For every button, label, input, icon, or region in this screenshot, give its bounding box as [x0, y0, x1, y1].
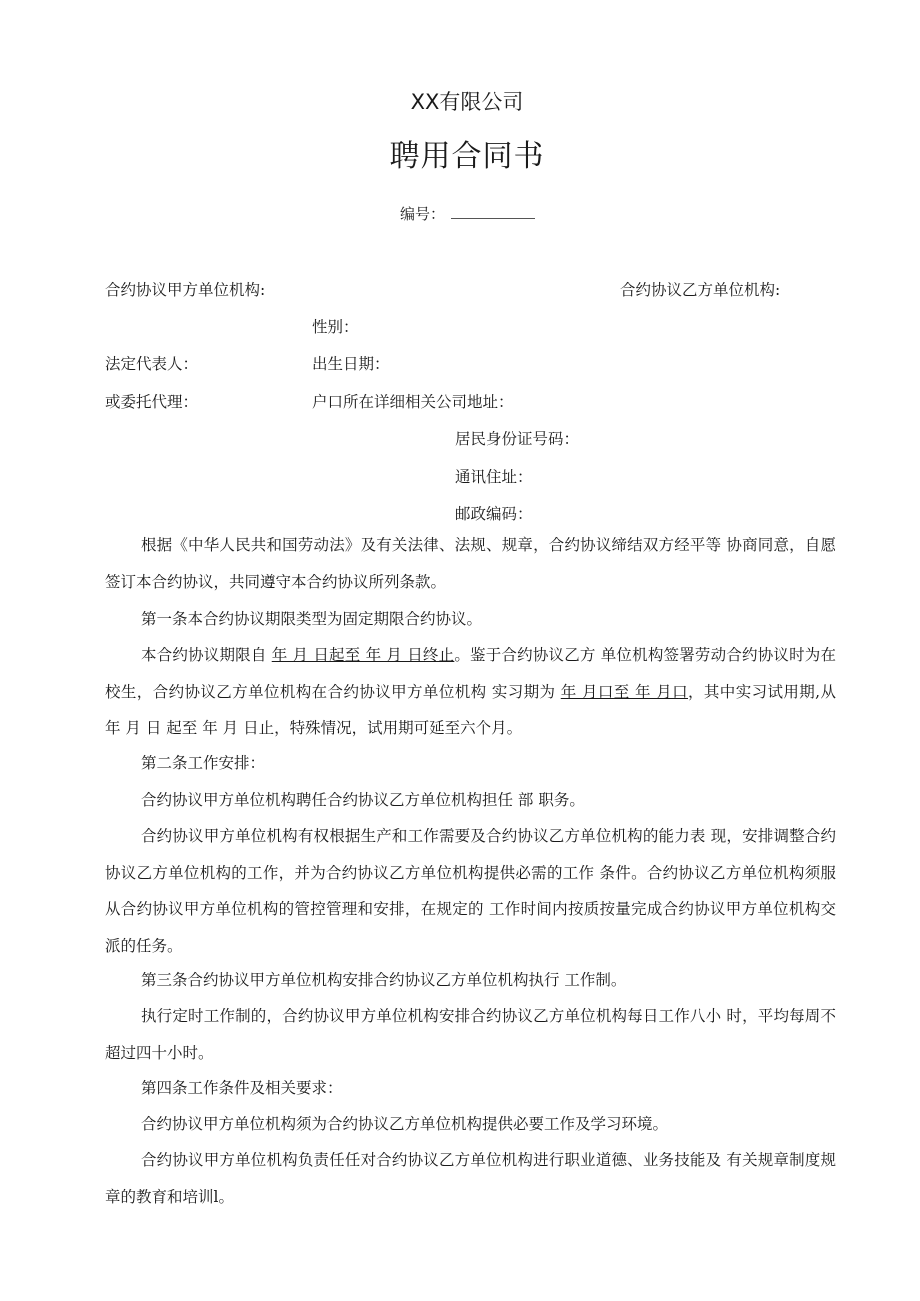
article-4-paragraph-1: 合约协议甲方单位机构须为合约协议乙方单位机构提供必要工作及学习环境。 [141, 1115, 669, 1133]
article-3-title: 第三条合约协议甲方单位机构安排合约协议乙方单位机构执行 工作制。 [141, 971, 627, 989]
contract-number-blank [451, 204, 535, 219]
contract-number-label: 编号： [400, 205, 446, 223]
internship-period-underlined: 年 月口至 年 月口 [560, 682, 688, 701]
article-4-paragraph-2: 合约协议甲方单位机构负责任任对合约协议乙方单位机构进行职业道德、业务技能及 有关规章制度规章的教育和培训l。 [105, 1151, 836, 1206]
article-1-term-paragraph [105, 637, 836, 747]
gender-label: 性别： [312, 318, 359, 336]
mailing-address-label: 通讯住址： [455, 468, 533, 486]
document-title: 聘用合同书 [389, 139, 545, 174]
agent-label: 或委托代理： [105, 393, 199, 411]
party-a-label: 合约协议甲方单位机构: [105, 281, 266, 299]
article-3-paragraph-1: 执行定时工作制的，合约协议甲方单位机构安排合约协议乙方单位机构每日工作八小 时，平均每周不超过四十小时。 [105, 1007, 836, 1062]
intro-paragraph: 根据《中华人民共和国劳动法》及有关法律、法规、规章，合约协议缔结双方经平等 协商同意，自愿签订本合约协议，共同遵守本合约协议所列条款。 [105, 536, 836, 591]
postcode-label: 邮政编码： [455, 505, 533, 523]
birth-date-label: 出生日期： [312, 355, 390, 373]
term-period-underlined: 年 月 日起至 年 月 日终止 [271, 646, 455, 664]
article-2-paragraph-1: 合约协议甲方单位机构聘任合约协议乙方单位机构担任 部 职务。 [141, 791, 585, 809]
party-b-label: 合约协议乙方单位机构: [620, 281, 781, 299]
id-number-label: 居民身份证号码： [455, 430, 580, 448]
article-4-title: 第四条工作条件及相关要求： [141, 1079, 343, 1097]
term-text-b: 。鉴于合约协议乙方 单位机构签署劳动合约协议时为在校生，合约协议乙方单位机构在合约协议甲方单位机构 实习期为 [105, 646, 836, 701]
legal-representative-label: 法定代表人： [105, 355, 199, 373]
term-text-a: 本合约协议期限自 [141, 646, 272, 664]
article-2-title: 第二条工作安排： [141, 754, 266, 772]
article-2-paragraph-2: 合约协议甲方单位机构有权根据生产和工作需要及合约协议乙方单位机构的能力表 现，安排调整合约协议乙方单位机构的工作，并为合约协议乙方单位机构提供必需的工作 条件。合约协议乙方单位机构须服从合约协议甲方单位机构的管控管理和安排，在规定的 工作时间内按质按量完成合约协议甲方单位机构交派的任务。 [105, 827, 836, 955]
article-1-title: 第一条本合约协议期限类型为固定期限合约协议。 [141, 610, 483, 628]
company-name: XX有限公司 [410, 90, 524, 114]
hukou-address-label: 户口所在详细相关公司地址： [312, 393, 514, 411]
term-text-c: ，其中实习试用期,从 年 月 日 起至 年 月 日止，特殊情况，试用期可延至六个月。 [105, 682, 836, 737]
contract-number-row [400, 203, 535, 224]
